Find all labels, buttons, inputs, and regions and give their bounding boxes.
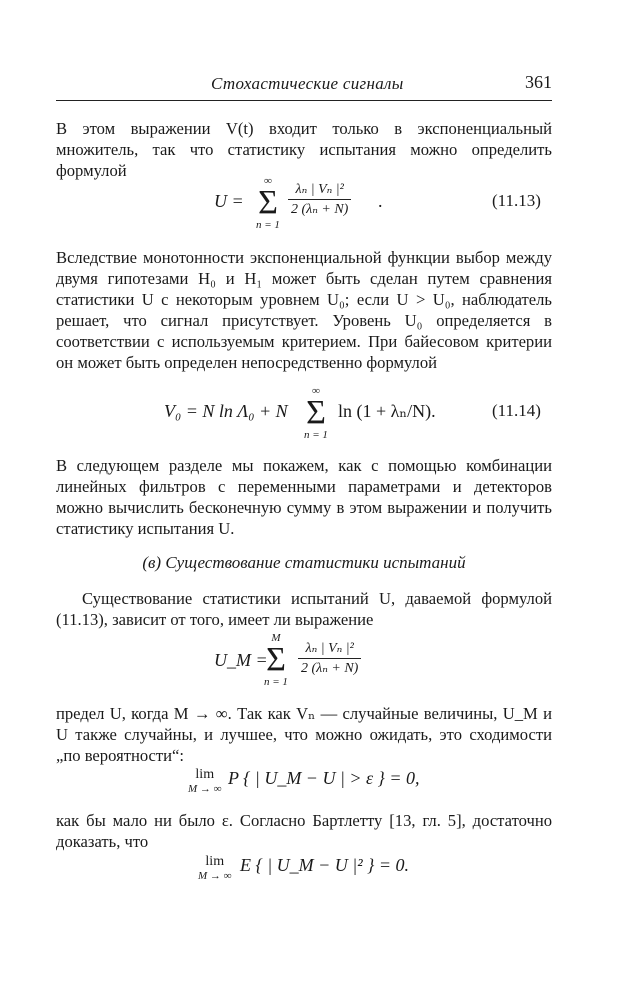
eq5-limit [198,855,232,883]
eq2-sum-upper: ∞ [312,385,320,397]
paragraph-6: как бы мало ни было ε. Согласно Бартлетту [13, гл. 5], достаточно доказать, что [56,811,552,851]
eq3-numerator: λₙ | Vₙ |² [298,640,361,659]
eq1-lhs: U = [214,191,244,211]
equation-11-13 [56,175,552,235]
eq2-sum-lower: n = 1 [304,429,328,441]
eq2-body: ln (1 + λₙ/N). [338,401,436,421]
equation-limit-probability [56,768,552,804]
eq5-under: M → ∞ [198,870,232,882]
equation-11-14 [56,385,552,445]
running-header [56,70,552,101]
eq3-fraction [298,640,361,677]
eq2-sum [304,385,328,441]
eq1-number: (11.13) [492,191,541,210]
eq3-sum-upper: M [271,632,281,644]
eq1-numerator: λₙ | Vₙ |² [288,181,351,200]
eq3-sum-symbol: Σ [266,641,286,678]
eq5-lim: lim [205,854,225,869]
eq1-sum-symbol: Σ [258,184,278,221]
eq3-sum [264,632,288,688]
paragraph-3: В следующем разделе мы покажем, как с помощью комбинации линейных фильтров с переменными параметрами и детекторов можно вычислить бесконечную сумму в этом выражении и получить статистику испытания U. [56,456,552,538]
eq1-denominator: 2 (λₙ + N) [291,202,349,217]
chapter-title: Стохастические сигналы [211,74,404,93]
paragraph-5: предел U, когда M → ∞. Так как Vₙ — случайные величины, U_M и U также случайны, и лучшее, что можно ожидать, это сходимости „по вероятности“: [56,704,552,765]
eq1-sum [256,175,280,231]
eq1-fraction [288,181,351,218]
eq4-limit [188,768,222,796]
eq3-lhs: U_M = [214,650,268,670]
section-heading: (в) Существование статистики испытаний [142,553,466,572]
eq2-lhs: V₀ = N ln Λ₀ + N [164,401,288,421]
paragraph-2: Вследствие монотонности экспоненциальной функции выбор между двумя гипотезами H₀ и H₁ может быть сделан путем сравнения статистики U с некоторым уровнем U₀; если U > U₀, наблюдатель решает, что сигнал присутствует. Уровень U₀ определяется в соответствии с используемым критерием. При байесовом критерии он может быть определен непосредственно формулой [56,248,552,372]
eq4-under: M → ∞ [188,783,222,795]
eq3-denominator: 2 (λₙ + N) [301,661,359,676]
eq1-trail: . [378,191,383,211]
eq4-lim: lim [195,767,215,782]
eq1-sum-upper: ∞ [264,175,272,187]
eq5-body: E { | U_M − U |² } = 0. [240,855,409,875]
eq2-number: (11.14) [492,401,541,420]
equation-um [56,632,552,694]
paragraph-4: Существование статистики испытаний U, даваемой формулой (11.13), зависит от того, имеет ли выражение [56,589,552,629]
eq3-sum-lower: n = 1 [264,676,288,688]
paragraph-1: В этом выражении V(t) входит только в экспоненциальный множитель, так что статистику испытания можно определить формулой [56,119,552,180]
eq2-sum-symbol: Σ [306,394,326,431]
equation-limit-expectation [56,855,552,891]
page-number: 361 [525,72,552,92]
eq1-sum-lower: n = 1 [256,219,280,231]
eq4-body: P { | U_M − U | > ε } = 0, [228,768,420,788]
